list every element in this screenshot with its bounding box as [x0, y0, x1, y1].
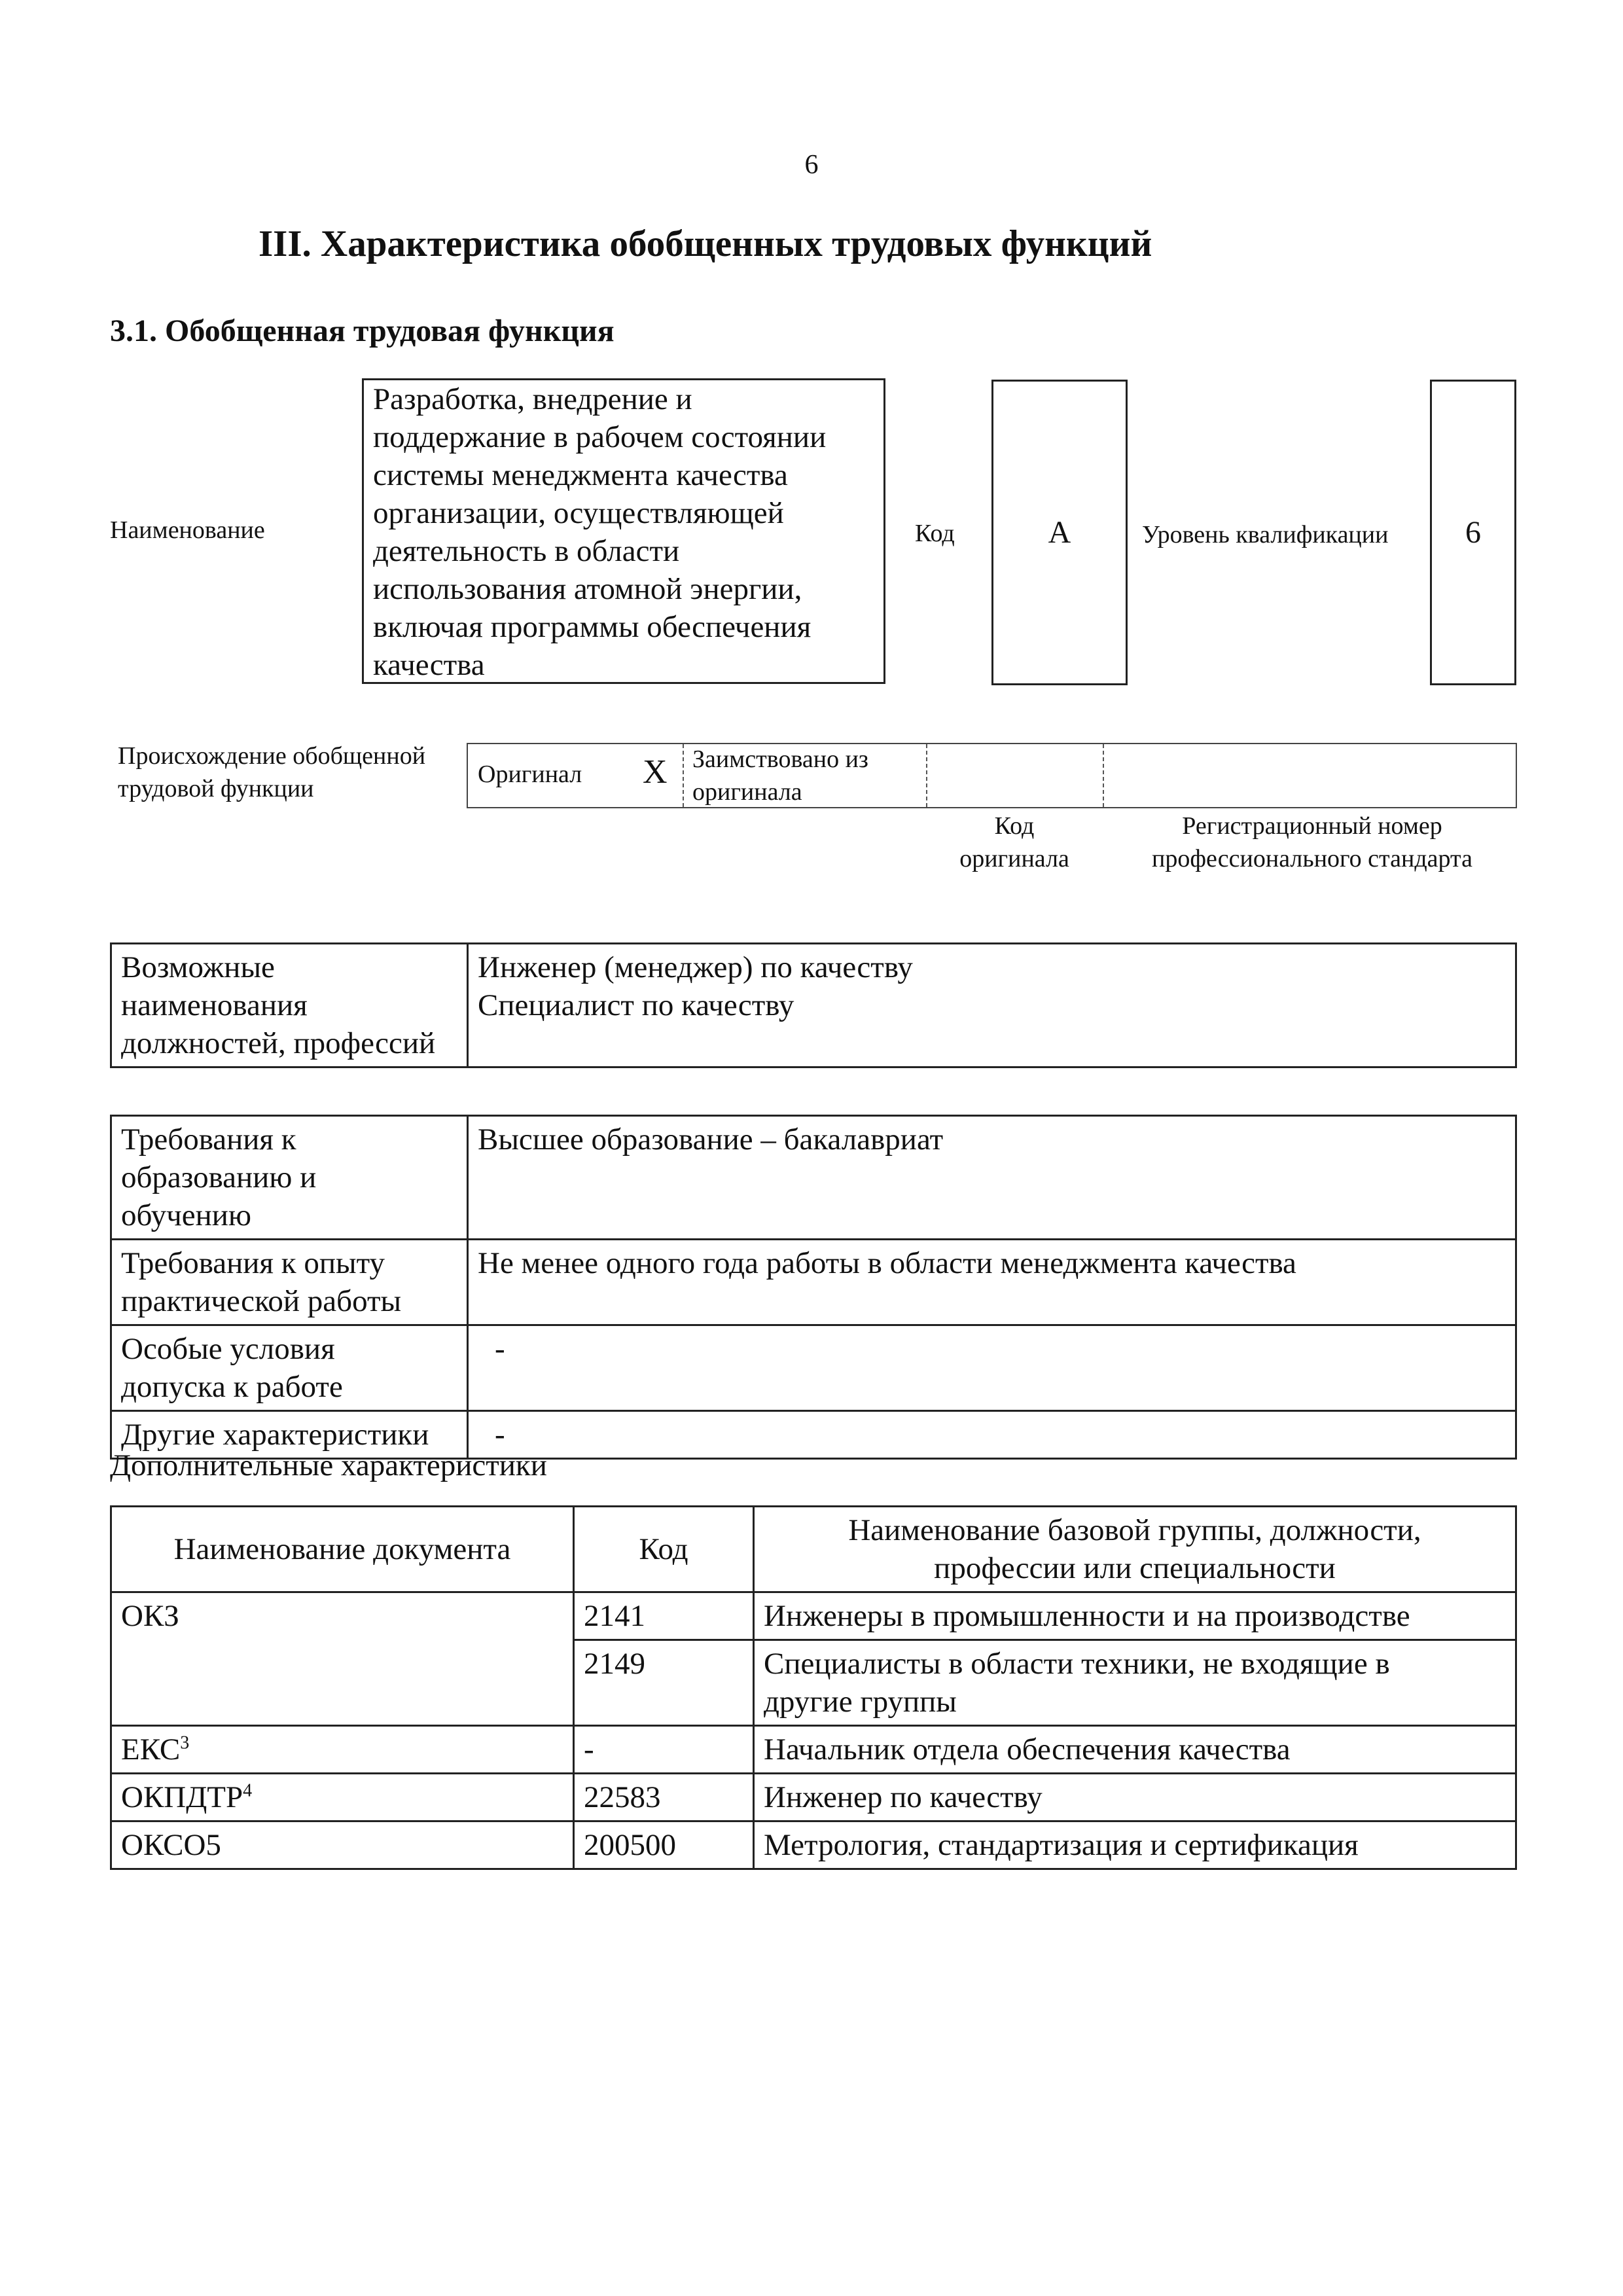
table-row — [111, 1507, 1516, 1592]
positions-label — [111, 944, 468, 1067]
label-line: Возможные — [121, 950, 275, 984]
reg-number-caption — [1106, 810, 1518, 875]
label-line: обучению — [121, 1198, 252, 1232]
origin-label — [118, 740, 425, 805]
label-line: Другие характеристики — [121, 1418, 429, 1452]
table-row — [111, 1240, 1516, 1325]
doc-name: ОКЗ — [121, 1599, 179, 1633]
position-item: Инженер (менеджер) по качеству — [478, 950, 913, 984]
origin-row-frame — [467, 743, 1517, 808]
requirement-value: Не менее одного года работы в области менеджмента качества — [468, 1240, 1516, 1325]
function-name-box — [362, 378, 885, 684]
requirements-table — [110, 1115, 1517, 1460]
code-value-box — [991, 380, 1128, 685]
header-doc: Наименование документа — [111, 1507, 574, 1592]
label-line: практической работы — [121, 1284, 402, 1318]
table-row — [111, 1325, 1516, 1411]
group-name-cell: Инженеры в промышленности и на производстве — [754, 1592, 1516, 1640]
positions-values — [468, 944, 1516, 1067]
requirement-label — [111, 1325, 468, 1411]
code-cell: 22583 — [574, 1774, 754, 1821]
function-name-line: использования атомной энергии, — [373, 572, 802, 606]
header-line: Наименование базовой группы, должности, — [848, 1513, 1421, 1547]
level-label: Уровень квалификации — [1142, 521, 1389, 548]
code-original-caption — [926, 810, 1103, 875]
code-cell: - — [574, 1726, 754, 1774]
origin-label-line: трудовой функции — [118, 775, 314, 802]
label-line: образованию и — [121, 1160, 317, 1194]
function-name-line: системы менеджмента качества — [373, 458, 788, 492]
doc-name: ОКСО5 — [121, 1828, 221, 1862]
origin-divider — [1103, 744, 1104, 807]
doc-cell — [111, 1592, 574, 1726]
original-label: Оригинал — [478, 761, 582, 788]
requirement-value: - — [468, 1325, 1516, 1411]
group-name-cell: Метрология, стандартизация и сертификация — [754, 1821, 1516, 1869]
requirement-label — [111, 1240, 468, 1325]
requirement-label — [111, 1116, 468, 1240]
subsection-title: 3.1. Обобщенная трудовая функция — [110, 314, 615, 348]
origin-divider — [683, 744, 684, 807]
function-name-label: Наименование — [110, 516, 265, 544]
header-name — [754, 1507, 1516, 1592]
footnote-ref: 3 — [180, 1732, 190, 1753]
code-cell: 200500 — [574, 1821, 754, 1869]
doc-cell — [111, 1821, 574, 1869]
origin-label-line: Происхождение обобщенной — [118, 742, 426, 770]
group-name-cell: Начальник отдела обеспечения качества — [754, 1726, 1516, 1774]
original-mark: X — [643, 753, 668, 791]
borrowed-label — [692, 743, 868, 808]
function-name-line: поддержание в рабочем состоянии — [373, 420, 827, 454]
requirement-value: - — [468, 1411, 1516, 1459]
group-name-line: Специалисты в области техники, не входящие в — [764, 1647, 1390, 1681]
group-name-line: другие группы — [764, 1685, 957, 1719]
additional-title: Дополнительные характеристики — [110, 1448, 547, 1482]
footnote-ref: 4 — [243, 1780, 253, 1801]
function-name-line: Разработка, внедрение и — [373, 382, 692, 416]
table-row — [111, 1726, 1516, 1774]
position-item: Специалист по качеству — [478, 988, 794, 1022]
code-label: Код — [915, 520, 955, 547]
code-cell: 2141 — [574, 1592, 754, 1640]
page-number: 6 — [804, 150, 819, 180]
label-line: наименования — [121, 988, 308, 1022]
caption-line: профессионального стандарта — [1152, 845, 1472, 872]
header-code: Код — [574, 1507, 754, 1592]
borrowed-label-line: Заимствовано из — [692, 745, 868, 773]
label-line: Требования к опыту — [121, 1246, 385, 1280]
function-name-line: организации, осуществляющей — [373, 496, 784, 530]
borrowed-label-line: оригинала — [692, 778, 802, 806]
section-title: III. Характеристика обобщенных трудовых функций — [259, 223, 1152, 264]
header-line: профессии или специальности — [934, 1551, 1336, 1585]
code-value: А — [1048, 515, 1071, 550]
caption-line: Код — [994, 812, 1035, 840]
function-name-line: деятельность в области — [373, 534, 680, 568]
label-line: Особые условия — [121, 1332, 335, 1366]
doc-cell — [111, 1774, 574, 1821]
table-row — [111, 1821, 1516, 1869]
origin-divider — [926, 744, 927, 807]
caption-line: оригинала — [959, 845, 1069, 872]
group-name-cell: Инженер по качеству — [754, 1774, 1516, 1821]
doc-cell — [111, 1726, 574, 1774]
positions-table — [110, 942, 1517, 1068]
doc-name: ОКПДТР — [121, 1780, 243, 1814]
label-line: Требования к — [121, 1122, 296, 1157]
caption-line: Регистрационный номер — [1182, 812, 1442, 840]
label-line: допуска к работе — [121, 1370, 343, 1404]
level-value-box — [1430, 380, 1516, 685]
label-line: должностей, профессий — [121, 1026, 436, 1060]
table-row — [111, 1116, 1516, 1240]
group-name-cell — [754, 1640, 1516, 1726]
table-row — [111, 1774, 1516, 1821]
code-cell: 2149 — [574, 1640, 754, 1726]
level-value: 6 — [1465, 515, 1481, 550]
function-name-line: качества — [373, 648, 485, 682]
table-row — [111, 944, 1516, 1067]
additional-table — [110, 1505, 1517, 1870]
doc-name: ЕКС — [121, 1732, 181, 1767]
table-row — [111, 1592, 1516, 1640]
function-name-line: включая программы обеспечения — [373, 610, 812, 644]
requirement-value: Высшее образование – бакалавриат — [468, 1116, 1516, 1240]
